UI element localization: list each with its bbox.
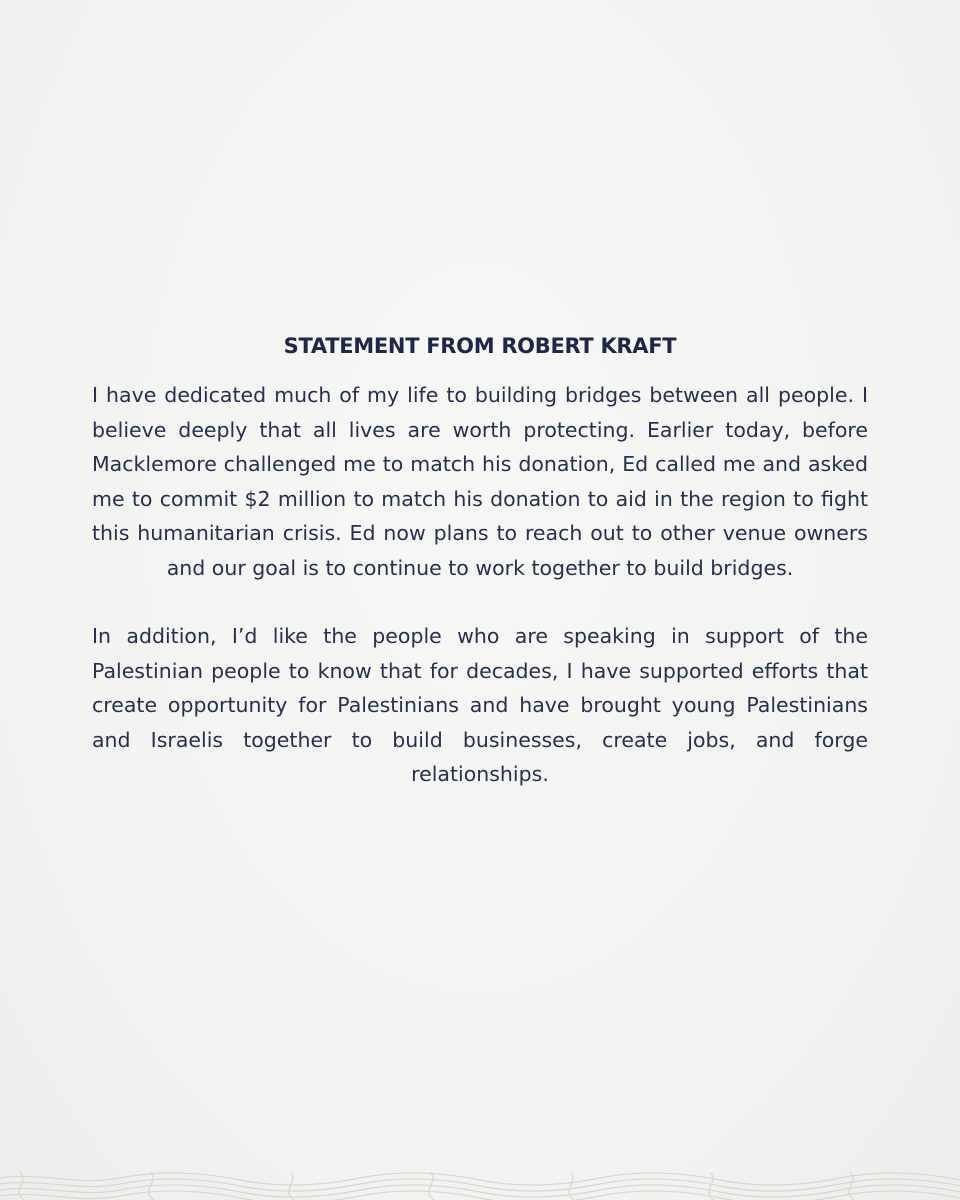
statement-paragraph-2: In addition, I’d like the people who are speaking in support of the Palestinian people to know that for decades, I have supported efforts that create opportunity for Palestinians and have brought young Palestinians and Israelis together to build businesses, create jobs, and forge relationships. (92, 624, 868, 786)
statement-title: STATEMENT FROM ROBERT KRAFT (283, 334, 677, 358)
decorative-wave-pattern (0, 1172, 960, 1200)
paragraph-spacer (92, 585, 868, 619)
wave-pattern-graphic (0, 1172, 960, 1200)
statement-paragraph-1: I have dedicated much of my life to building bridges between all people. I believe deeply that all lives are worth protecting. Earlier today, before Macklemore challenged me to match his donation, Ed called me and asked me to commit $2 million to match his donation to aid in the region to fight this humanitarian crisis. Ed now plans to reach out to other venue owners and our goal is to continue to work together to build bridges. (92, 383, 868, 580)
statement-block (92, 328, 868, 792)
